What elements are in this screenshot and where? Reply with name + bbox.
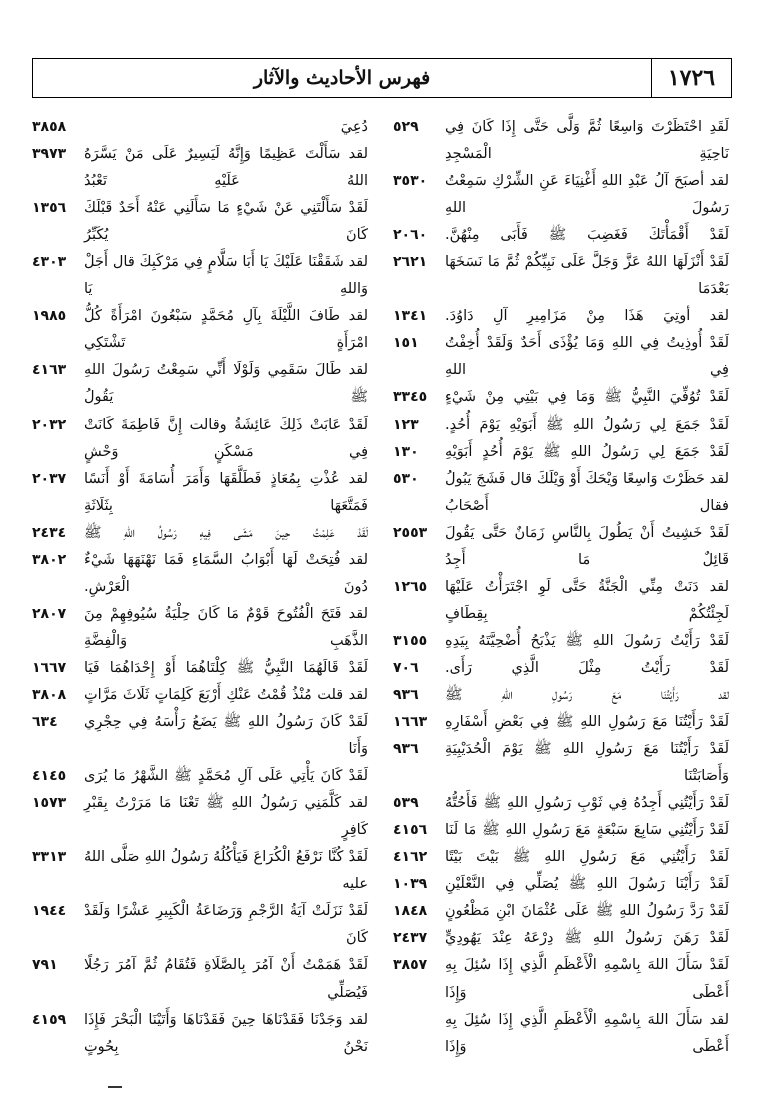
- index-entry: [393, 384, 729, 411]
- entry-number: ١٨٤٨: [393, 903, 428, 920]
- entry-number: ١٣٥٦: [32, 200, 67, 217]
- index-entry: [393, 249, 729, 303]
- entry-text: لَقَدْ خَشِيتُ أَنْ يَطُولَ بِالنَّاسِ زَمَانٌ حَتَّى يَقُولَ قَائِلٌ مَا أَجِدُ: [445, 524, 729, 568]
- index-entry: [32, 195, 368, 249]
- index-entry: [393, 898, 729, 925]
- entry-number: ٣٨٥٧: [393, 957, 428, 974]
- entry-number: ٤١٦٣: [32, 362, 67, 379]
- entry-text: لَقَدْ نَزَلَتْ آيَةُ الرَّجْمِ وَرَضَاعَةُ الْكَبِيرِ عَشْرًا وَلَقَدْ كَانَ: [84, 903, 368, 947]
- index-entry: [393, 628, 729, 655]
- entry-number: ١٢٦٥: [393, 578, 428, 595]
- entry-text: لَقَدْ رَدَّ رَسُولُ اللهِ ﷺ عَلَى عُثْمَانَ ابْنِ مَظْعُونٍ: [445, 903, 729, 920]
- footer-rule: [108, 1086, 122, 1088]
- entry-text: لَقَدْ رَأَيْتُنَا مَعَ رَسُولِ اللهِ ﷺ يَوْمَ الْحُدَيْبِيَةِ وَأَصَابَتْنَا: [445, 741, 729, 785]
- entry-text: لَقَدْ رَأَيْتُ رَسُولَ اللهِ ﷺ يَذْبَحُ أُضْحِيَّتَهُ بِيَدِهِ: [445, 632, 729, 649]
- entry-number: ٧٠٦: [393, 659, 419, 676]
- entry-text: لَقَدْ عَلِمْتُ حِينَ مَشَى فِيهِ رَسُولُ اللهِ ﷺ: [84, 524, 368, 541]
- entry-number: ٢٦٢١: [393, 254, 428, 271]
- entry-text: لَقَدْ رَأَيْتُنَا مَعَ رَسُولِ اللهِ ﷺ فِي بَعْضِ أَسْفَارِهِ: [445, 714, 729, 731]
- entry-number: ٣٣٤٥: [393, 389, 428, 406]
- entry-text: لَقَدْ رَأَيْتُنِي مَعَ رَسُولِ اللهِ ﷺ بَيْتَ بَيْتًا: [445, 849, 729, 866]
- entry-number: ٣٨٠٢: [32, 551, 67, 568]
- entry-text: لَقَدْ سَأَلَ اللهَ بِاسْمِهِ الْأَعْظَمِ الَّذِي إِذَا سُئِلَ بِهِ أَعْطَى وَإِذَا: [445, 957, 729, 1001]
- index-entry: [393, 925, 729, 952]
- index-entry: [393, 1007, 729, 1061]
- entry-number: ٥٣٠: [393, 470, 419, 487]
- index-entry: [393, 114, 729, 168]
- index-entry: [393, 790, 729, 817]
- entry-text: لقد وَجَدْنَا فَقَدْنَاهَا حِينَ فَقَدْنَاهَا وَأَتَيْنَا الْبَحْرَ فَإِذَا نَحْنُ بِحُوتٍ: [84, 1011, 368, 1055]
- entry-number: ٢٠٦٠: [393, 227, 428, 244]
- index-entry: [32, 1007, 368, 1061]
- left-column: [32, 114, 368, 1074]
- right-column: [393, 114, 729, 1074]
- index-entry: [393, 844, 729, 871]
- entry-number: ٢٨٠٧: [32, 605, 67, 622]
- index-entry: [32, 898, 368, 952]
- index-entry: [393, 574, 729, 628]
- entry-number: ٢٥٥٣: [393, 524, 428, 541]
- entry-number: ٣٣١٣: [32, 849, 67, 866]
- entry-text: لقد رَأَيْتُنَا مَعَ رَسُولِ اللهِ ﷺ: [445, 686, 729, 703]
- index-entry: [32, 601, 368, 655]
- entry-text: لَقَدْ عَابَتْ ذَلِكَ عَائِشَةُ وقالت إِنَّ فَاطِمَةَ كَانَتْ فِي مَسْكَنٍ وَحْشٍ: [84, 416, 368, 460]
- entry-text: لَقَدْ رَأَيْتُنِي أَجِدُهُ فِي ثَوْبِ رَسُولِ اللهِ ﷺ فَأَحُتُّهُ: [445, 795, 729, 812]
- entry-text: لَقَدْ رَهَنَ رَسُولُ اللهِ ﷺ دِرْعَهُ عِنْدَ يَهُودِيٍّ: [445, 930, 729, 947]
- index-entry: [32, 520, 368, 547]
- entry-number: ٣٩٧٣: [32, 146, 67, 163]
- entry-text: لَقَدْ رَأَيْنَا رَسُولَ اللهِ ﷺ يُصَلِّي فِي النَّعْلَيْنِ: [445, 876, 729, 893]
- entry-number: ١٣٤١: [393, 308, 428, 325]
- entry-number: ١٦٦٣: [393, 714, 428, 731]
- entry-text: لَقَدْ قَالَهُمَا النَّبِيُّ ﷺ كِلْتَاهُمَا أَوْ إِحْدَاهُمَا فَيَا: [84, 659, 368, 676]
- entry-number: ٦٣٤: [32, 714, 58, 731]
- page-header: [32, 58, 732, 98]
- entry-text: لقد قلت مُنْذُ قُمْتُ عَنْكِ أَرْبَعَ كَلِمَاتٍ ثَلَاثَ مَرَّاتٍ: [84, 686, 368, 703]
- entry-number: ٩٣٦: [393, 686, 419, 703]
- entry-text: لقد طَافَ اللَّيْلَةَ بِآلِ مُحَمَّدٍ سَبْعُونَ امْرَأَةً كُلُّ امْرَأَةٍ تَشْتَكِي: [84, 308, 368, 352]
- entry-number: ١٠٣٩: [393, 876, 428, 893]
- entry-number: ٢٠٣٢: [32, 416, 67, 433]
- index-entry: [393, 412, 729, 439]
- entry-text: لَقَدْ جَمَعَ لِي رَسُولُ اللهِ ﷺ أَبَوَيْهِ يَوْمَ أُحُدٍ.: [445, 416, 729, 433]
- entry-text: لَقَدْ رَأَيْتُ مِثْلَ الَّذِي رَأَى.: [445, 659, 729, 676]
- entry-text: لقد كَلَّمَنِي رَسُولُ اللهِ ﷺ تَعْنَا مَا مَرَرْتُ بِقَبْرِ كَافِرٍ: [84, 795, 368, 839]
- entry-text: لقد شَقَقْنَا عَلَيْكَ يَا أَبَا سَلَّامٍ فِي مَرْكَبِكَ قال أَجَلْ وَاللهِ يَا: [84, 254, 368, 298]
- entry-text: لَقَدْ هَمَمْتُ أَنْ آمُرَ بِالصَّلَاةِ فَتُقَامُ ثُمَّ آمُرَ رَجُلًا فَيُصَلِّي: [84, 957, 368, 1001]
- index-entry: [32, 682, 368, 709]
- entry-number: ٥٢٩: [393, 119, 419, 135]
- entry-text: لَقَدِ احْتَظَرْتَ وَاسِعًا ثُمَّ وَلَّى حَتَّى إِذَا كَانَ فِي نَاحِيَةِ الْمَسْجِدِ: [445, 119, 729, 163]
- entry-text: لَقَدْ كُنَّا نَرْفَعُ الْكُرَاعَ فَيَأْكُلُهُ رَسُولُ اللهِ صَلَّى اللهُ عليه: [84, 849, 368, 893]
- entry-number: ٤١٥٩: [32, 1011, 67, 1028]
- entry-number: ١٢٣: [393, 416, 419, 433]
- index-entry: [32, 466, 368, 520]
- index-entry: [393, 168, 729, 222]
- entry-text: لَقَدْ تُوُفِّيَ النَّبِيُّ ﷺ وَمَا فِي بَيْتِي مِنْ شَيْءٍ: [445, 389, 729, 406]
- index-entry: [393, 736, 729, 790]
- index-entry: [32, 249, 368, 303]
- entry-number: ٢٤٣٧: [393, 930, 428, 947]
- index-entry: [32, 790, 368, 844]
- index-entry: [32, 114, 368, 141]
- entry-number: ١٦٦٧: [32, 659, 67, 676]
- entry-text: لَقَدْ رَأَيْتُنِي سَابِعَ سَبْعَةٍ مَعَ رَسُولِ اللهِ ﷺ مَا لَنَا: [445, 822, 729, 839]
- page-title: فهرس الأحاديث والآثار: [253, 67, 431, 89]
- index-entry: [393, 303, 729, 330]
- entry-text: لقد حَظَرْتَ وَاسِعًا وَيْحَكَ أَوْ وَيْلَكَ قال فَشَجَ يَبُولُ فقال أَصْحَابُ: [445, 470, 729, 514]
- entry-number: ٧٩١: [32, 957, 58, 974]
- entry-number: ١٣٠: [393, 443, 419, 460]
- index-entry: [393, 330, 729, 384]
- entry-text: لقد أوتِيَ هَذَا مِنْ مَزَامِيرِ آلِ دَاوُدَ.: [445, 308, 729, 325]
- entry-text: لَقَدْ أُوذِيتُ فِي اللهِ وَمَا يُؤْذَى أَحَدٌ وَلَقَدْ أُخِفْتُ فِي اللهِ: [445, 335, 729, 379]
- entry-text: لَقَدْ جَمَعَ لِي رَسُولُ اللهِ ﷺ يَوْمَ أُحُدٍ أَبَوَيْهِ: [445, 443, 729, 460]
- entry-number: ٥٣٩: [393, 795, 419, 812]
- entry-text: لقد دَنَتْ مِنِّي الْجَنَّةُ حَتَّى لَوِ اجْتَرَأْتُ عَلَيْهَا لَجِئْتُكُمْ بِقِطَافٍ: [445, 578, 729, 622]
- entry-text: لَقَدْ كَانَ يَأْتِي عَلَى آلِ مُحَمَّدٍ ﷺ الشَّهْرُ مَا يُرَى: [84, 768, 368, 785]
- entry-text: لَقَدْ أَقْمَأْتَكَ فَغَضِبَ ﷺ فَأَبَى مِنْهُنَّ.: [445, 227, 729, 244]
- entry-text: لقد أصبَحَ آلُ عَبْدِ اللهِ أَغْنِيَاءَ عَنِ الشِّرْكِ سَمِعْتُ رَسُولَ اللهِ: [445, 173, 729, 217]
- entry-text: لقد سَأَلَ اللهَ بِاسْمِهِ الْأَعْظَمِ الَّذِي إِذَا سُئِلَ بِهِ أَعْطَى وَإِذَا: [445, 1011, 729, 1055]
- entry-number: ٣١٥٥: [393, 632, 428, 649]
- entry-number: ١٩٨٥: [32, 308, 67, 325]
- index-entry: [393, 709, 729, 736]
- entry-text: لقد فُتِحَتْ لَهَا أَبْوَابُ السَّمَاءِ فَمَا نَهْنَهَهَا شَيْءٌ دُونَ الْعَرْشِ.: [84, 551, 368, 595]
- entry-number: ٩٣٦: [393, 741, 419, 758]
- index-entry: [32, 844, 368, 898]
- entry-text: لقد عُذْتِ بِمُعَاذٍ فَطَلَّقَهَا وَأَمَرَ أُسَامَةَ أَوْ أَنَسًا فَمَتَّعَهَا بِثَلَاثَةِ: [84, 470, 368, 514]
- entry-number: ٤١٤٥: [32, 768, 67, 785]
- index-entry: [393, 817, 729, 844]
- index-entry: [32, 709, 368, 763]
- entry-number: ٣٨٠٨: [32, 686, 67, 703]
- index-entry: [32, 303, 368, 357]
- entry-number: ٣٥٣٠: [393, 173, 428, 190]
- entry-text: لقد سَأَلْتَ عَظِيمًا وَإِنَّهُ لَيَسِيرٌ عَلَى مَنْ يَسَّرَهُ اللهُ عَلَيْهِ تَعْبُدُ: [84, 146, 368, 190]
- index-entry: [32, 655, 368, 682]
- entry-text: لَقَدْ سَأَلْتَنِي عَنْ شَيْءٍ مَا سَأَلَنِي عَنْهُ أَحَدٌ قَبْلَكَ كَانَ يُكَبِّرُ: [84, 200, 368, 244]
- index-entry: [393, 682, 729, 709]
- index-entry: [393, 520, 729, 574]
- entry-number: ١٥١: [393, 335, 419, 352]
- index-entry: [393, 466, 729, 520]
- index-entry: [393, 655, 729, 682]
- index-entry: [32, 547, 368, 601]
- entry-number: ٤٣٠٣: [32, 254, 67, 271]
- index-entry: [32, 357, 368, 411]
- entry-number: ٤١٦٢: [393, 849, 428, 866]
- index-entry: [393, 439, 729, 466]
- index-entry: [32, 763, 368, 790]
- index-entry: [32, 412, 368, 466]
- page-number: ١٧٢٦: [651, 59, 731, 97]
- entry-number: ٢٤٣٤: [32, 524, 67, 541]
- entry-text: دُعِيَ: [340, 119, 368, 135]
- index-entry: [393, 871, 729, 898]
- index-entry: [32, 141, 368, 195]
- entry-number: ١٥٧٣: [32, 795, 67, 812]
- index-entry: [393, 222, 729, 249]
- entry-text: لقد فَتَحَ الْفُتُوحَ قَوْمٌ مَا كَانَ حِلْيَةُ سُيُوفِهِمْ مِنَ الذَّهَبِ وَالْفِضَّةِ: [84, 605, 368, 649]
- index-entry: [32, 952, 368, 1006]
- entry-number: ٤١٥٦: [393, 822, 428, 839]
- entry-number: ٣٨٥٨: [32, 119, 67, 135]
- entry-text: لَقَدْ كَانَ رَسُولُ اللهِ ﷺ يَضَعُ رَأْسَهُ فِي حِجْرِي وَأَنَا: [84, 714, 368, 758]
- entry-text: لَقَدْ أَنْزَلَهَا اللهُ عَزَّ وَجَلَّ عَلَى نَبِيِّكُمْ ثُمَّ مَا نَسَخَهَا بَعْدَمَا: [445, 254, 729, 298]
- entry-text: لقد طَالَ سَقَمِي وَلَوْلَا أَنِّي سَمِعْتُ رَسُولَ اللهِ ﷺ يَقُولُ: [84, 362, 368, 406]
- entry-number: ٢٠٣٧: [32, 470, 67, 487]
- index-entry: [393, 952, 729, 1006]
- entry-number: ١٩٤٤: [32, 903, 67, 920]
